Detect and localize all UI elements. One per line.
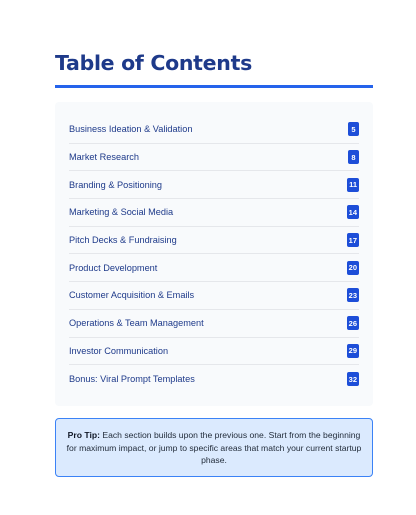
toc-item-label: Product Development xyxy=(69,262,158,273)
pro-tip-box xyxy=(55,418,373,477)
toc-page-badge: 14 xyxy=(347,205,359,219)
toc-page-badge: 23 xyxy=(347,288,359,302)
toc-page-badge: 26 xyxy=(347,316,359,330)
toc-item[interactable] xyxy=(69,310,359,338)
toc-item[interactable] xyxy=(69,116,359,144)
toc-item-label: Customer Acquisition & Emails xyxy=(69,290,195,301)
toc-item-label: Market Research xyxy=(69,152,139,163)
toc-page-badge: 5 xyxy=(348,122,359,136)
toc-item-label: Branding & Positioning xyxy=(69,179,162,190)
toc-item[interactable] xyxy=(69,171,359,199)
toc-item[interactable] xyxy=(69,144,359,172)
toc-page-badge: 11 xyxy=(347,178,359,192)
toc-item-label: Bonus: Viral Prompt Templates xyxy=(69,374,195,385)
toc-item-label: Business Ideation & Validation xyxy=(69,124,193,135)
toc-item[interactable] xyxy=(69,254,359,282)
toc-page-badge: 32 xyxy=(347,372,359,386)
pro-tip-label: Pro Tip: xyxy=(67,430,100,440)
toc-item-label: Investor Communication xyxy=(69,345,169,356)
pro-tip-text: Each section builds upon the previous one. Start from the beginning for maximum impact, or jump to specific areas that match your current startup phase. xyxy=(66,430,362,466)
toc-item-label: Operations & Team Management xyxy=(69,318,204,329)
toc-list xyxy=(55,102,373,406)
toc-page-badge: 17 xyxy=(347,233,359,247)
title-underline xyxy=(55,85,373,88)
toc-item[interactable] xyxy=(69,282,359,310)
toc-item-label: Pitch Decks & Fundraising xyxy=(69,235,177,246)
toc-page-badge: 29 xyxy=(347,344,359,358)
toc-item[interactable] xyxy=(69,338,359,366)
toc-item[interactable] xyxy=(69,227,359,255)
toc-item[interactable] xyxy=(69,199,359,227)
page-title: Table of Contents xyxy=(55,51,252,75)
toc-page-badge: 20 xyxy=(347,261,359,275)
toc-item[interactable] xyxy=(69,365,359,393)
toc-item-label: Marketing & Social Media xyxy=(69,207,174,218)
toc-page-badge: 8 xyxy=(348,150,359,164)
